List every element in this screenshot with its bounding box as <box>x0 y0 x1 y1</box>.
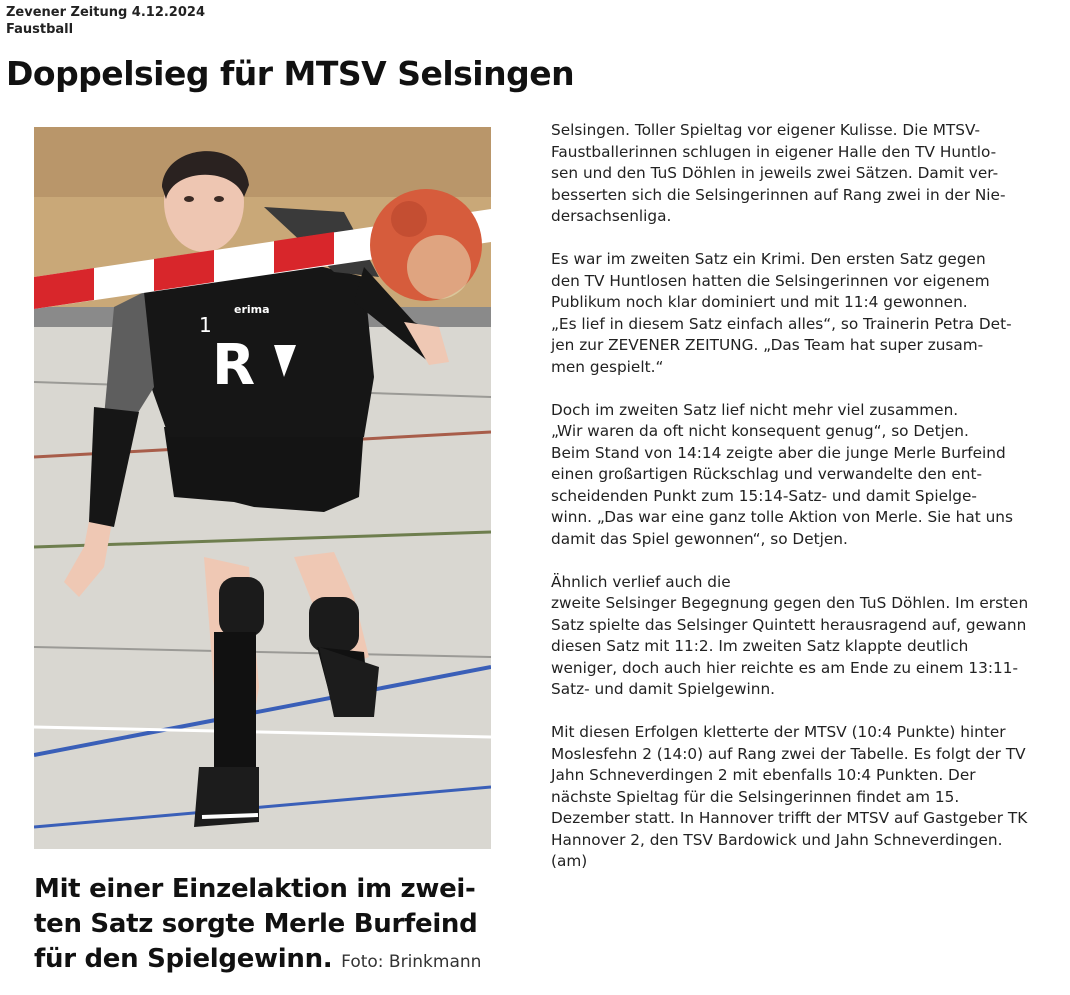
knee-pad-right <box>309 597 359 652</box>
shoe-sole <box>202 815 258 817</box>
article-paragraph: Selsingen. Toller Spieltag vor eigener Kulisse. Die MTSV- Faustballerinnen schlugen in eigener Halle den TV Huntlo- sen und den TuS Döhlen in jeweils zwei Sätzen. Damit ver- besserten sich die Selsingerinnen auf Rang zwei in der Nie- dersachsenliga. <box>551 121 1006 225</box>
article-photo <box>34 127 491 849</box>
article-paragraph: Mit diesen Erfolgen kletterte der MTSV (10:4 Punkte) hinter Moslesfehn 2 (14:0) auf Rang zwei der Tabelle. Es folgt der TV Jahn Schneverdingen 2 mit ebenfalls 10:4 Punkten. Der nächste Spieltag für die Selsingerinnen findet am 15. Dezember statt. In Hannover trifft der MTSV auf Gastgeber TK Hannover 2, den TSV Bardowick und Jahn Schneverdingen. (am) <box>551 723 1028 870</box>
ball-highlight <box>407 235 471 299</box>
photo-credit: Foto: Brinkmann <box>341 952 482 972</box>
article-body <box>551 120 1056 894</box>
caption-text: Mit einer Einzelaktion im zwei- ten Satz sorgte Merle Burfeind für den Spielgewinn. <box>34 874 478 974</box>
photo-illustration <box>34 127 491 849</box>
jersey-brand: erima <box>234 303 270 316</box>
wall-upper <box>34 127 491 197</box>
section-label: Faustball <box>6 22 74 37</box>
article-paragraph: Doch im zweiten Satz lief nicht mehr viel zusammen. „Wir waren da oft nicht konsequent genug“, so Detjen. Beim Stand von 14:14 zeigte aber die junge Merle Burfeind einen großartigen Rückschlag und verwandelte den ent- scheidenden Punkt zum 15:14-Satz- und damit Spielge- winn. „Das war eine ganz tolle Aktion von Merle. Sie hat uns damit das Spiel gewonnen“, so Detjen. <box>551 400 1013 548</box>
player-eye <box>184 196 194 202</box>
knee-pad-left <box>219 577 264 637</box>
jersey-number: 1 <box>199 313 212 337</box>
headline: Doppelsieg für MTSV Selsingen <box>6 54 575 93</box>
jersey-logo: R <box>212 333 256 398</box>
sock-left <box>214 632 256 767</box>
photo-caption <box>34 872 504 980</box>
source-line: Zevener Zeitung 4.12.2024 <box>6 5 205 20</box>
article-paragraph: Ähnlich verlief auch die zweite Selsinger Begegnung gegen den TuS Döhlen. Im ersten Satz spielte das Selsinger Quintett herausragend auf, gewann diesen Satz mit 11:2. Im zweiten Satz klappte deutlich weniger, doch auch hier reichte es am Ende zu einem 13:11- Satz- und damit Spielgewinn. <box>551 572 1029 698</box>
ball-shade <box>391 201 427 237</box>
article-paragraph: Es war im zweiten Satz ein Krimi. Den ersten Satz gegen den TV Huntlosen hatten die Selsingerinnen vor eigenem Publikum noch klar dominiert und mit 11:4 gewonnen. „Es lief in diesem Satz einfach alles“, so Trainerin Petra Det- jen zur ZEVENER ZEITUNG. „Das Team hat super zusam- men gespielt.“ <box>551 250 1012 376</box>
player-eye <box>214 196 224 202</box>
masthead <box>6 4 205 38</box>
